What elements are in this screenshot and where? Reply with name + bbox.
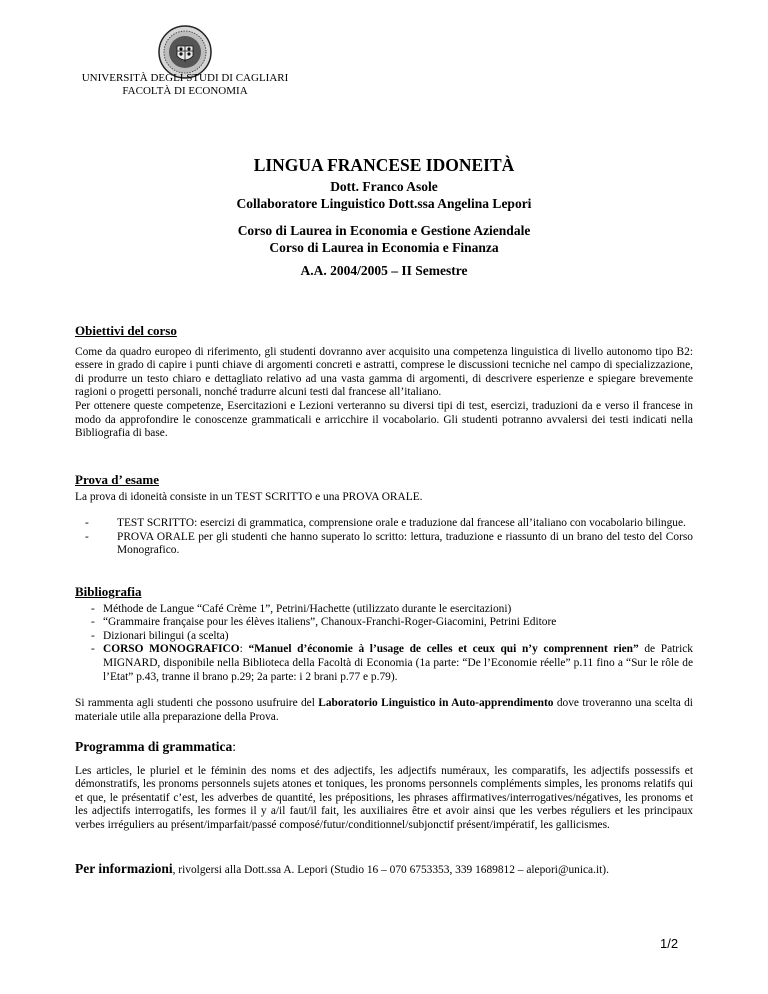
grammar-text: Les articles, le pluriel et le féminin des noms et des adjectifs, les adjectifs numéraux, les comparatifs, les adjectifs possessifs et démonstratifs, les pronoms personnels sujets atones et toniques, les pronoms personnels compléments simples, les pronoms relatifs qui et que, le présentatif c’est, les adverbes de quantité, les prépositions, les phrases affirmatives/interrogatives/négatives, les pronoms et les adjectifs interrogatifs, les formes il y a/il faut/il fait, les auxiliaires être et avoir ainsi que les verbes réguliers et les principaux verbes irréguliers au présent/imparfait/passé composé/futur/conditionnel/subjonctif présent/impératif, les gallicismes. <box>75 764 693 831</box>
exam-section <box>75 473 693 558</box>
collaborator-name: Collaboratore Linguistico Dott.ssa Angelina Lepori <box>236 196 532 211</box>
grammar-colon: : <box>232 739 236 754</box>
grammar-heading-row <box>75 740 693 756</box>
document-title: LINGUA FRANCESE IDONEITÀ <box>253 155 515 175</box>
exam-intro: La prova di idoneità consiste in un TEST SCRITTO e una PROVA ORALE. <box>75 490 423 503</box>
monograph-label: CORSO MONOGRAFICO <box>103 643 240 656</box>
exam-heading: Prova d’ esame <box>75 472 159 487</box>
info-line <box>75 862 693 878</box>
professor-name: Dott. Franco Asole <box>330 179 438 194</box>
list-item: - Dizionari bilingui (a scelta) <box>75 630 693 644</box>
monograph-details: de Patrick MIGNARD, disponibile nella Biblioteca della Facoltà di Economia (1a parte: “De l’Economie réelle” p.11 fino a “Sur le rôle de l’Etat” p.43, tranne il brano p.29; 2a parte: i 2 brani p.77 e p.79). <box>103 643 694 683</box>
university-header <box>75 72 295 98</box>
lab-note-text: Si rammenta agli studenti che possono usufruire del <box>75 697 319 709</box>
objectives-paragraph: Per ottenere queste competenze, Esercitazioni e Lezioni verteranno su diversi tipi di test, esercizi, traduzioni da e verso il francese in modo da approfondire le conoscenze grammaticali e arricchire il vocabolario. Gli studenti potranno avvalersi dei testi indicati nella Bibliografia di base. <box>75 399 693 440</box>
list-item: - Méthode de Langue “Café Crème 1”, Petrini/Hachette (utilizzato durante le esercitazioni) <box>75 603 693 617</box>
list-item: - TEST SCRITTO: esercizi di grammatica, comprensione orale e traduzione dal francese all’italiano con vocabolario bilingue. <box>75 517 693 531</box>
lab-note-text: dove troveranno una scelta di materiale utile alla preparazione della Prova. <box>75 697 693 723</box>
grammar-section <box>75 740 693 833</box>
monograph-title: “Manuel d’économie à l’usage de celles et ceux qui n’y comprennent rien” <box>248 643 639 656</box>
lab-note <box>75 697 693 724</box>
staff-block <box>0 178 768 212</box>
course-name: Corso di Laurea in Economia e Gestione Aziendale <box>237 223 531 238</box>
university-name: UNIVERSITÀ DEGLI STUDI DI CAGLIARI <box>81 72 289 84</box>
grammar-heading: Programma di grammatica <box>75 739 233 754</box>
bibliography-section <box>75 585 693 684</box>
objectives-paragraph: Come da quadro europeo di riferimento, gli studenti dovranno aver acquisito una competenza linguistica di livello autonomo tipo B2: essere in grado di capire i punti chiave di argomenti concreti e astratti, comprese le discussioni tecniche nel campo di specializzazione, di produrre un testo chiaro e dettagliato relativo ad una vasta gamma di argomenti, di descrivere esperienze e spiegare brevemente ragioni o progetti personali, nonché tradurre alcuni testi dal francese all’italiano. <box>75 345 693 399</box>
list-item: - PROVA ORALE per gli studenti che hanno superato lo scritto: lettura, traduzione e riassunto di un brano del testo del Corso Monografico. <box>75 531 693 558</box>
objectives-heading: Obiettivi del corso <box>75 323 177 338</box>
objectives-section <box>75 324 693 441</box>
info-text: , rivolgersi alla Dott.ssa A. Lepori (Studio 16 – 070 6753353, 339 1689812 – alepori@unica.it). <box>172 864 609 876</box>
lab-name: Laboratorio Linguistico in Auto-apprendimento <box>318 697 554 709</box>
list-item: - “Grammaire française pour les élèves italiens”, Chanoux-Franchi-Roger-Giacomini, Petrini Editore <box>75 616 693 630</box>
page-number: 1/2 <box>660 936 679 951</box>
faculty-name: FACOLTÀ DI ECONOMIA <box>122 85 248 97</box>
course-name: Corso di Laurea in Economia e Finanza <box>269 240 499 255</box>
academic-year: A.A. 2004/2005 – II Semestre <box>300 263 468 278</box>
courses-block <box>0 222 768 256</box>
bibliography-heading: Bibliografia <box>75 584 142 599</box>
list-item: - CORSO MONOGRAFICO: “Manuel d’économie à l’usage de celles et ceux qui n’y comprennent rien” de Patrick MIGNARD, disponibile nella Biblioteca della Facoltà di Economia (1a parte: “De l’Economie réelle” p.11 fino a “Sur le rôle de l’Etat” p.43, tranne il brano p.29; 2a parte: i 2 brani p.77 e p.79). <box>75 643 693 684</box>
info-label: Per informazioni <box>75 861 173 876</box>
